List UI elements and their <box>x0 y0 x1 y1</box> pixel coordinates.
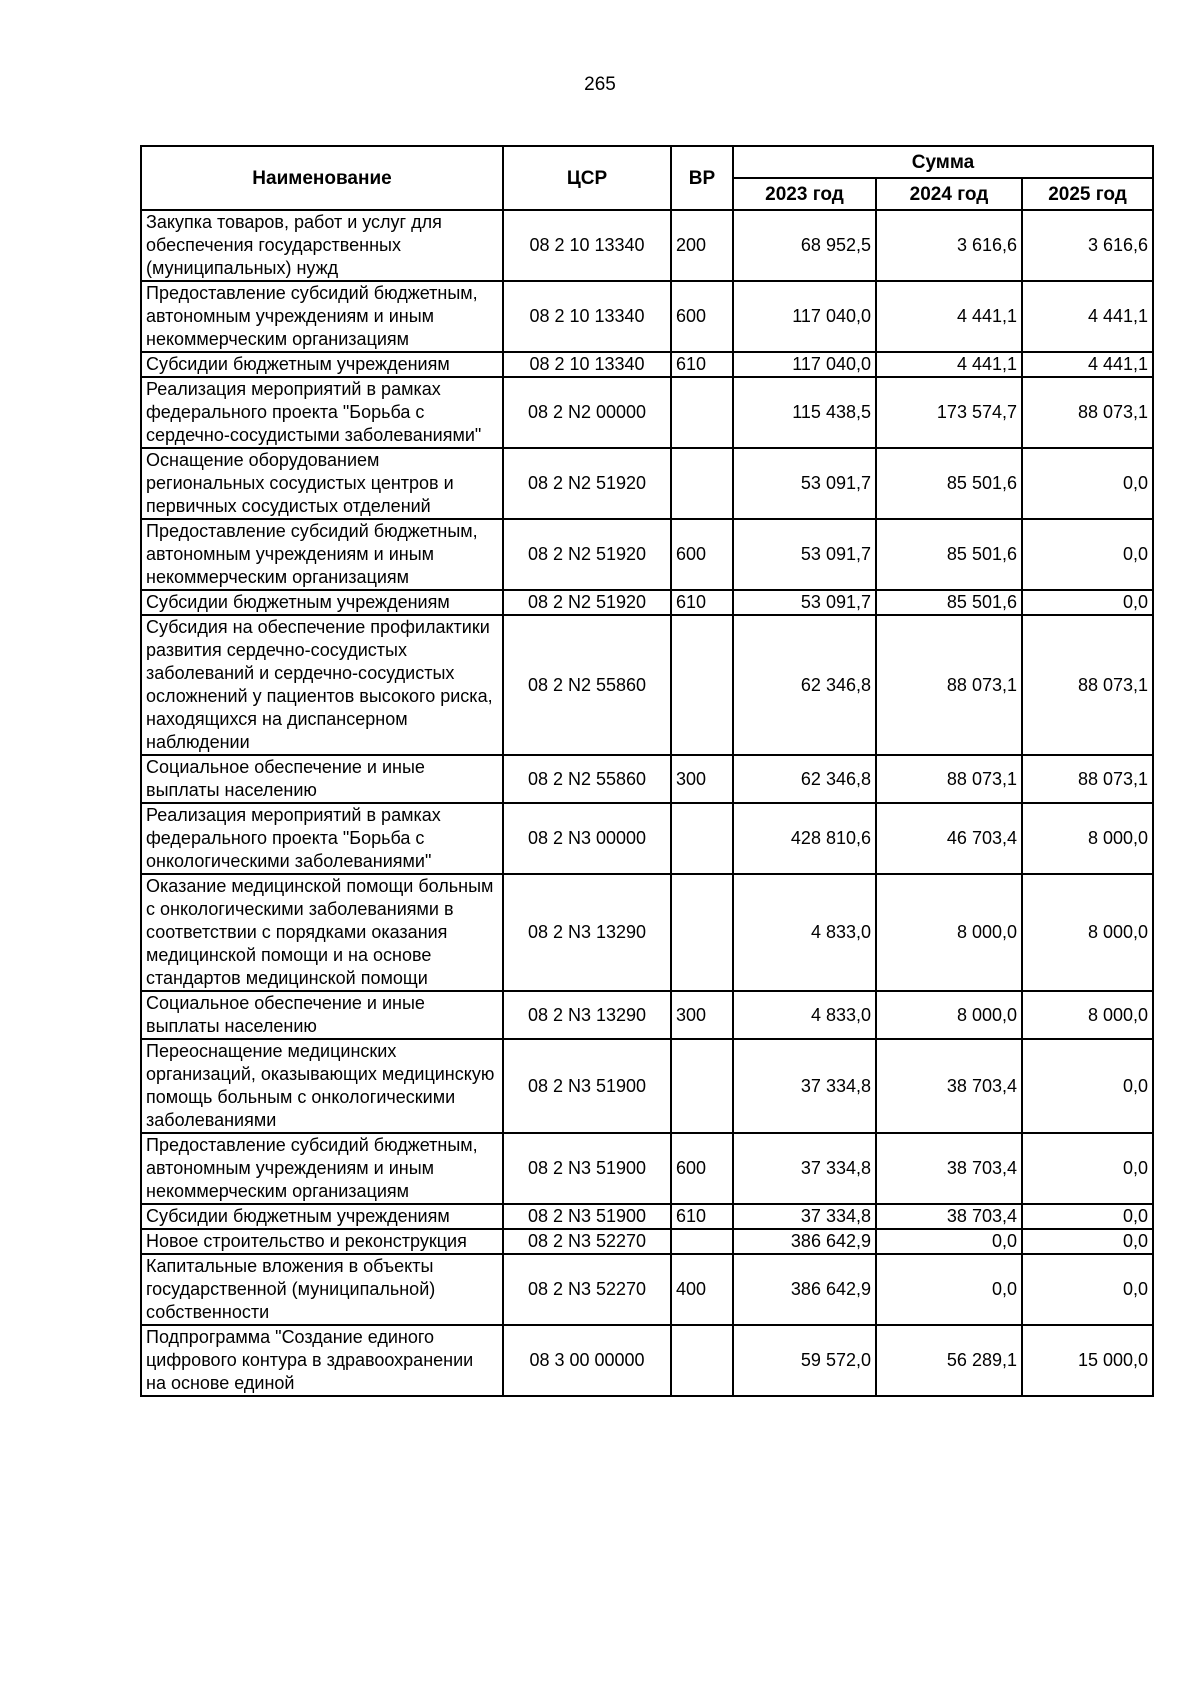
row-sum-2024: 8 000,0 <box>876 874 1022 991</box>
row-sum-2025: 0,0 <box>1022 448 1153 519</box>
row-csr: 08 2 N2 51920 <box>503 448 671 519</box>
row-vr <box>671 448 733 519</box>
row-vr <box>671 1039 733 1133</box>
row-csr: 08 2 N2 00000 <box>503 377 671 448</box>
row-name: Субсидии бюджетным учреждениям <box>141 590 503 615</box>
row-csr: 08 2 N2 55860 <box>503 615 671 755</box>
row-vr: 200 <box>671 210 733 281</box>
row-sum-2023: 117 040,0 <box>733 352 876 377</box>
row-vr: 610 <box>671 1204 733 1229</box>
row-sum-2025: 4 441,1 <box>1022 281 1153 352</box>
row-sum-2024: 85 501,6 <box>876 590 1022 615</box>
table-row <box>141 1325 1153 1396</box>
row-sum-2023: 37 334,8 <box>733 1039 876 1133</box>
row-name: Предоставление субсидий бюджетным, автономным учреждениям и иным некоммерческим организациям <box>141 281 503 352</box>
row-name: Субсидия на обеспечение профилактики развития сердечно-сосудистых заболеваний и сердечно-сосудистых осложнений у пациентов высокого риска, находящихся на диспансерном наблюдении <box>141 615 503 755</box>
row-sum-2025: 0,0 <box>1022 1204 1153 1229</box>
row-sum-2025: 0,0 <box>1022 590 1153 615</box>
row-sum-2025: 3 616,6 <box>1022 210 1153 281</box>
row-sum-2024: 4 441,1 <box>876 281 1022 352</box>
row-csr: 08 2 N2 55860 <box>503 755 671 803</box>
row-name: Оказание медицинской помощи больным с онкологическими заболеваниями в соответствии с порядками оказания медицинской помощи и на основе стандартов медицинской помощи <box>141 874 503 991</box>
row-sum-2023: 37 334,8 <box>733 1133 876 1204</box>
row-sum-2025: 0,0 <box>1022 1039 1153 1133</box>
row-sum-2025: 88 073,1 <box>1022 755 1153 803</box>
table-row <box>141 803 1153 874</box>
row-sum-2023: 4 833,0 <box>733 874 876 991</box>
table-row <box>141 615 1153 755</box>
row-vr <box>671 615 733 755</box>
row-sum-2023: 37 334,8 <box>733 1204 876 1229</box>
row-sum-2023: 53 091,7 <box>733 448 876 519</box>
row-sum-2023: 115 438,5 <box>733 377 876 448</box>
row-sum-2024: 46 703,4 <box>876 803 1022 874</box>
table-row <box>141 991 1153 1039</box>
row-csr: 08 2 10 13340 <box>503 210 671 281</box>
row-sum-2025: 4 441,1 <box>1022 352 1153 377</box>
row-sum-2023: 4 833,0 <box>733 991 876 1039</box>
row-name: Субсидии бюджетным учреждениям <box>141 352 503 377</box>
table-body <box>141 210 1153 1396</box>
row-name: Социальное обеспечение и иные выплаты населению <box>141 991 503 1039</box>
row-name: Подпрограмма "Создание единого цифрового контура в здравоохранении на основе единой <box>141 1325 503 1396</box>
row-name: Предоставление субсидий бюджетным, автономным учреждениям и иным некоммерческим организациям <box>141 1133 503 1204</box>
row-sum-2024: 88 073,1 <box>876 615 1022 755</box>
row-vr: 610 <box>671 590 733 615</box>
row-sum-2025: 8 000,0 <box>1022 991 1153 1039</box>
row-csr: 08 2 N2 51920 <box>503 519 671 590</box>
row-name: Оснащение оборудованием региональных сосудистых центров и первичных сосудистых отделений <box>141 448 503 519</box>
row-name: Закупка товаров, работ и услуг для обеспечения государственных (муниципальных) нужд <box>141 210 503 281</box>
table-row <box>141 1229 1153 1254</box>
row-sum-2023: 62 346,8 <box>733 615 876 755</box>
row-sum-2023: 386 642,9 <box>733 1229 876 1254</box>
row-sum-2023: 428 810,6 <box>733 803 876 874</box>
row-csr: 08 2 N3 00000 <box>503 803 671 874</box>
table-row <box>141 210 1153 281</box>
header-name: Наименование <box>141 146 503 210</box>
row-vr <box>671 874 733 991</box>
row-csr: 08 2 N2 51920 <box>503 590 671 615</box>
table-row <box>141 519 1153 590</box>
row-name: Предоставление субсидий бюджетным, автономным учреждениям и иным некоммерческим организациям <box>141 519 503 590</box>
row-sum-2023: 68 952,5 <box>733 210 876 281</box>
row-sum-2025: 8 000,0 <box>1022 803 1153 874</box>
row-vr: 300 <box>671 755 733 803</box>
row-sum-2023: 386 642,9 <box>733 1254 876 1325</box>
row-vr: 600 <box>671 519 733 590</box>
row-csr: 08 2 N3 13290 <box>503 991 671 1039</box>
row-sum-2024: 3 616,6 <box>876 210 1022 281</box>
table-row <box>141 377 1153 448</box>
table-row <box>141 448 1153 519</box>
row-name: Переоснащение медицинских организаций, оказывающих медицинскую помощь больным с онкологическими заболеваниями <box>141 1039 503 1133</box>
row-sum-2025: 15 000,0 <box>1022 1325 1153 1396</box>
row-sum-2024: 85 501,6 <box>876 519 1022 590</box>
budget-table <box>140 145 1154 1397</box>
row-name: Субсидии бюджетным учреждениям <box>141 1204 503 1229</box>
row-vr <box>671 803 733 874</box>
row-sum-2023: 117 040,0 <box>733 281 876 352</box>
header-year-2024: 2024 год <box>876 178 1022 210</box>
table-row <box>141 1254 1153 1325</box>
row-csr: 08 2 10 13340 <box>503 352 671 377</box>
row-csr: 08 2 N3 52270 <box>503 1229 671 1254</box>
row-csr: 08 2 N3 52270 <box>503 1254 671 1325</box>
table-row <box>141 352 1153 377</box>
row-sum-2023: 62 346,8 <box>733 755 876 803</box>
header-csr: ЦСР <box>503 146 671 210</box>
row-sum-2024: 0,0 <box>876 1229 1022 1254</box>
row-csr: 08 2 N3 51900 <box>503 1133 671 1204</box>
row-sum-2024: 4 441,1 <box>876 352 1022 377</box>
row-sum-2024: 88 073,1 <box>876 755 1022 803</box>
row-sum-2024: 38 703,4 <box>876 1133 1022 1204</box>
row-sum-2025: 8 000,0 <box>1022 874 1153 991</box>
row-sum-2024: 0,0 <box>876 1254 1022 1325</box>
header-vr: ВР <box>671 146 733 210</box>
row-vr: 300 <box>671 991 733 1039</box>
row-name: Капитальные вложения в объекты государственной (муниципальной) собственности <box>141 1254 503 1325</box>
row-sum-2023: 53 091,7 <box>733 590 876 615</box>
table-row <box>141 281 1153 352</box>
row-csr: 08 2 N3 51900 <box>503 1204 671 1229</box>
table-row <box>141 1204 1153 1229</box>
table-row <box>141 1039 1153 1133</box>
row-vr <box>671 377 733 448</box>
table-row <box>141 874 1153 991</box>
row-csr: 08 2 N3 51900 <box>503 1039 671 1133</box>
row-sum-2024: 38 703,4 <box>876 1039 1022 1133</box>
row-sum-2023: 53 091,7 <box>733 519 876 590</box>
row-csr: 08 3 00 00000 <box>503 1325 671 1396</box>
row-vr <box>671 1229 733 1254</box>
table-row <box>141 590 1153 615</box>
row-vr: 610 <box>671 352 733 377</box>
row-sum-2025: 88 073,1 <box>1022 615 1153 755</box>
row-vr: 600 <box>671 281 733 352</box>
row-name: Социальное обеспечение и иные выплаты населению <box>141 755 503 803</box>
row-sum-2024: 173 574,7 <box>876 377 1022 448</box>
row-sum-2023: 59 572,0 <box>733 1325 876 1396</box>
page-number: 265 <box>584 74 616 95</box>
row-sum-2025: 0,0 <box>1022 1229 1153 1254</box>
row-sum-2025: 88 073,1 <box>1022 377 1153 448</box>
row-vr <box>671 1325 733 1396</box>
row-sum-2025: 0,0 <box>1022 1133 1153 1204</box>
header-sum: Сумма <box>733 146 1153 178</box>
row-sum-2024: 85 501,6 <box>876 448 1022 519</box>
row-name: Новое строительство и реконструкция <box>141 1229 503 1254</box>
row-sum-2024: 38 703,4 <box>876 1204 1022 1229</box>
row-csr: 08 2 N3 13290 <box>503 874 671 991</box>
row-sum-2024: 8 000,0 <box>876 991 1022 1039</box>
table-row <box>141 755 1153 803</box>
header-year-2023: 2023 год <box>733 178 876 210</box>
row-name: Реализация мероприятий в рамках федерального проекта "Борьба с онкологическими заболеваниями" <box>141 803 503 874</box>
row-vr: 400 <box>671 1254 733 1325</box>
row-name: Реализация мероприятий в рамках федерального проекта "Борьба с сердечно-сосудистыми заболеваниями" <box>141 377 503 448</box>
row-sum-2025: 0,0 <box>1022 519 1153 590</box>
header-year-2025: 2025 год <box>1022 178 1153 210</box>
row-sum-2025: 0,0 <box>1022 1254 1153 1325</box>
row-vr: 600 <box>671 1133 733 1204</box>
table-row <box>141 1133 1153 1204</box>
row-sum-2024: 56 289,1 <box>876 1325 1022 1396</box>
row-csr: 08 2 10 13340 <box>503 281 671 352</box>
